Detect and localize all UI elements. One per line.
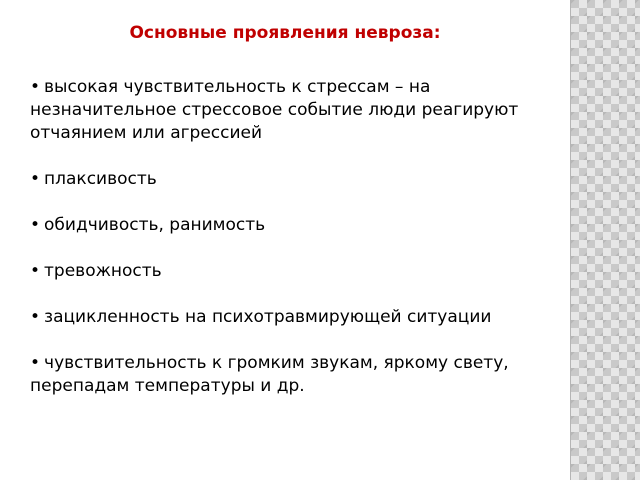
list-item-text: обидчивость, ранимость <box>44 215 266 235</box>
bullet-icon: • <box>30 215 41 235</box>
list-item <box>30 168 550 191</box>
list-item <box>30 214 550 237</box>
list-item <box>30 76 550 145</box>
bullet-icon: • <box>30 307 41 327</box>
bullet-icon: • <box>30 261 41 281</box>
list-item-text: плаксивость <box>44 169 157 189</box>
list-item-text: чувствительность к громким звукам, яркому свету, перепадам температуры и др. <box>30 353 509 396</box>
bullet-list <box>30 76 550 398</box>
list-item <box>30 260 550 283</box>
list-item-text: тревожность <box>44 261 162 281</box>
bullet-icon: • <box>30 169 41 189</box>
bullet-icon: • <box>30 77 41 97</box>
list-item-text: высокая чувствительность к стрессам – на незначительное стрессовое событие люди реагируют отчаянием или агрессией <box>30 77 519 143</box>
slide-title: Основные проявления невроза: <box>129 23 441 43</box>
list-item <box>30 352 550 398</box>
bullet-icon: • <box>30 353 41 373</box>
decorative-side-band <box>570 0 640 480</box>
list-item <box>30 306 550 329</box>
list-item-text: зацикленность на психотравмирующей ситуации <box>44 307 492 327</box>
